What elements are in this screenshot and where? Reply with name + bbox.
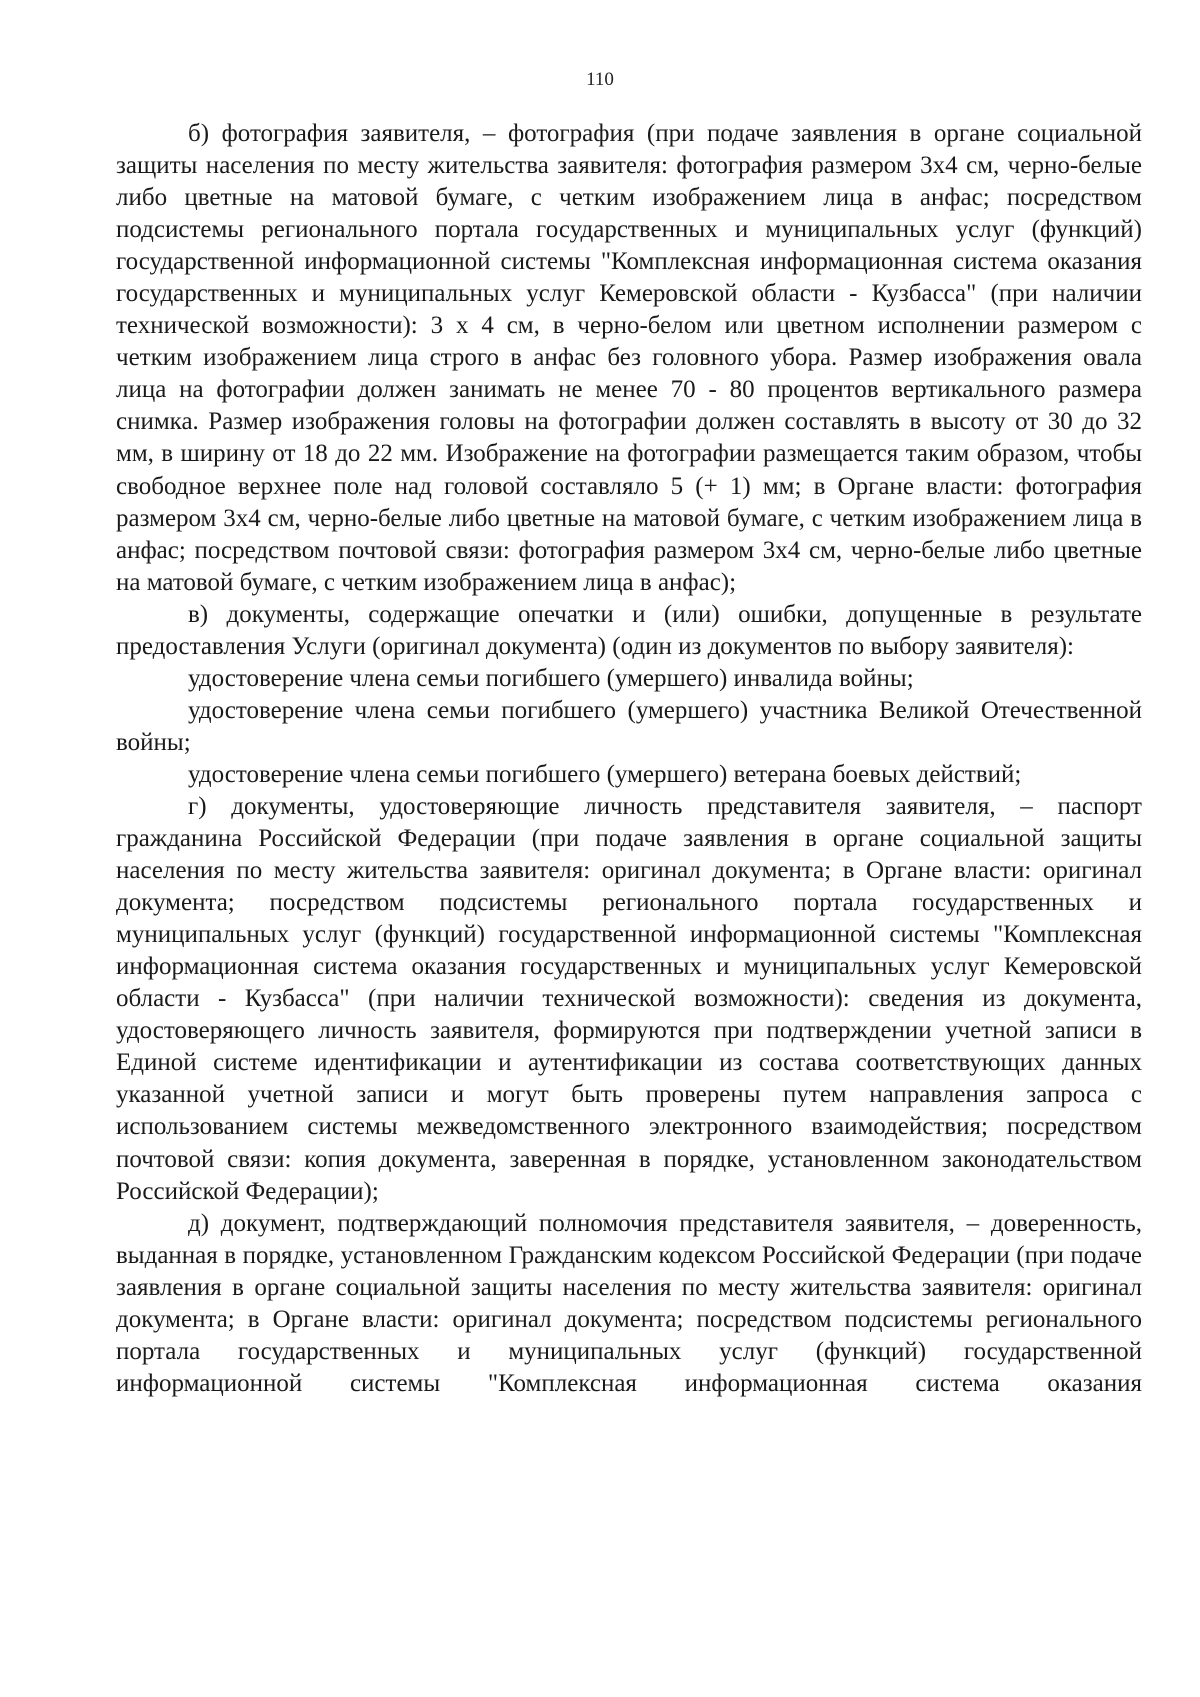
- list-item-war-invalid: удостоверение члена семьи погибшего (умершего) инвалида войны;: [188, 664, 914, 692]
- paragraph-identity-documents: г) документы, удостоверяющие личность представителя заявителя, – паспорт гражданина Российской Федерации (при подаче заявления в органе социальной защиты населения по месту жительства заявителя: оригинал документа; в Органе власти: оригинал документа; посредством подсистемы регионального портала государственных и муниципальных услуг (функций) государственной информационной системы "Комплексная информационная система оказания государственных и муниципальных услуг Кемеровской области - Кузбасса" (при наличии технической возможности): сведения из документа, удостоверяющего личность заявителя, формируются при подтверждении учетной записи в Единой системе идентификации и аутентификации из состава соответствующих данных указанной учетной записи и могут быть проверены путем направления запроса с использованием системы межведомственного электронного взаимодействия; посредством почтовой связи: копия документа, заверенная в порядке, установленном законодательством Российской Федерации);: [116, 792, 1142, 1205]
- paragraph-photo: б) фотография заявителя, – фотография (при подаче заявления в органе социальной защиты населения по месту жительства заявителя: фотография размером 3х4 см, черно-белые либо цветные на матовой бумаге, с четким изображением лица в анфас; посредством подсистемы регионального портала государственных и муниципальных услуг (функций) государственной информационной системы "Комплексная информационная система оказания государственных и муниципальных услуг Кемеровской области - Кузбасса" (при наличии технической возможности): 3 х 4 см, в черно-белом или цветном исполнении размером с четким изображением лица строго в анфас без головного убора. Размер изображения овала лица на фотографии должен занимать не менее 70 - 80 процентов вертикального размера снимка. Размер изображения головы на фотографии должен составлять в высоту от 30 до 32 мм, в ширину от 18 до 22 мм. Изображение на фотографии размещается таким образом, чтобы свободное верхнее поле над головой составляло 5 (+ 1) мм; в Органе власти: фотография размером 3х4 см, черно-белые либо цветные на матовой бумаге, с четким изображением лица в анфас; посредством почтовой связи: фотография размером 3х4 см, черно-белые либо цветные на матовой бумаге, с четким изображением лица в анфас);: [116, 120, 1142, 596]
- list-item-wwii-participant: удостоверение члена семьи погибшего (умершего) участника Великой Отечественной войны;: [116, 696, 1142, 756]
- paragraph-documents-errors: в) документы, содержащие опечатки и (или) ошибки, допущенные в результате предоставления Услуги (оригинал документа) (один из документов по выбору заявителя):: [116, 600, 1142, 660]
- page-number: 110: [586, 69, 614, 90]
- paragraph-representative-authority: д) документ, подтверждающий полномочия представителя заявителя, – доверенность, выданная в порядке, установленном Гражданским кодексом Российской Федерации (при подаче заявления в органе социальной защиты населения по месту жительства заявителя: оригинал документа; в Органе власти: оригинал документа; посредством подсистемы регионального портала государственных и муниципальных услуг (функций) государственной информационной системы "Комплексная информационная система оказания: [116, 1209, 1142, 1397]
- list-item-combat-veteran: удостоверение члена семьи погибшего (умершего) ветерана боевых действий;: [188, 760, 1022, 788]
- body-text: [116, 118, 1142, 1400]
